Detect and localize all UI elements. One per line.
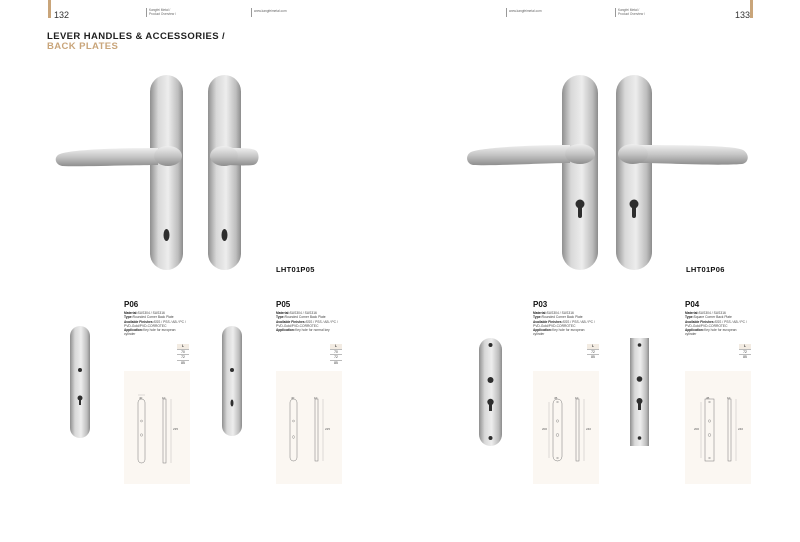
technical-drawing-p05 <box>276 371 342 484</box>
page-number-left: 132 <box>54 10 70 20</box>
dimension-label: 40 <box>139 396 143 400</box>
length-table: L 70 72 85 <box>330 344 342 365</box>
dimension-label: 225 <box>325 427 331 431</box>
header-divider <box>506 8 507 17</box>
back-plate-image-p06 <box>68 325 94 440</box>
product-specs: Material:SUS304 / SUS316 Type:Rounded Corner Back Plate Available Finishes:SSS / PSS / AB / PC / PVD-Gold/PVD-CORROTEC Application:Key hole for normal key <box>276 311 338 333</box>
dimension-label: 235 <box>173 427 179 431</box>
dimension-label: 240 <box>586 427 592 431</box>
technical-drawing-p04 <box>685 371 751 484</box>
length-table: L 72 85 <box>587 344 599 360</box>
breadcrumb-line1: Kangfei Metal / <box>149 8 171 12</box>
website-text: www.kangfeimetal.com <box>509 9 542 13</box>
header-divider <box>146 8 147 17</box>
section-subtitle: BACK PLATES <box>47 41 119 52</box>
back-plate-image-p05 <box>220 325 246 440</box>
length-table: L 70 72 85 <box>177 344 189 365</box>
dimension-label: 200 <box>542 427 548 431</box>
product-specs: Material:SUS304 / SUS316 Type:Rounded Corner Back Plate Available Finishes:SSS / PSS / AB / PC / PVD-Gold/PVD-CORROTEC Application:Key hole for european cylinder <box>124 311 186 337</box>
section-title: LEVER HANDLES & ACCESSORIES / <box>47 31 226 42</box>
product-name: P06 <box>124 300 139 309</box>
dimension-label: 10 <box>575 396 579 400</box>
set-code: LHT01P05 <box>276 265 315 274</box>
dimension-label: 10 <box>162 396 166 400</box>
breadcrumb-line2: Product Overview / <box>618 12 645 16</box>
product-name: P03 <box>533 300 548 309</box>
header-divider <box>615 8 616 17</box>
breadcrumb-line2: Product Overview / <box>149 12 176 16</box>
back-plate-image-p03 <box>476 337 506 449</box>
dimension-label: 200 <box>694 427 700 431</box>
website-text: www.kangfeimetal.com <box>254 9 287 13</box>
product-specs: Material:SUS304 / SUS316 Type:Square Corner Back Plate Available Finishes:SSS / PSS / AB / PC / PVD-Gold/PVD-CORROTEC Application:Key hole for european cylinder <box>685 311 747 337</box>
dimension-label: 240 <box>738 427 744 431</box>
back-plate-image-p04 <box>627 337 653 449</box>
dimension-label: 10 <box>314 396 318 400</box>
accent-bar-right <box>750 0 753 18</box>
handle-set-image-lht01p05 <box>50 70 260 275</box>
technical-drawing-p03 <box>533 371 599 484</box>
dimension-label: 45 <box>706 396 710 400</box>
length-table: L 72 85 <box>739 344 751 360</box>
product-specs: Material:SUS304 / SUS316 Type:Rounded Corner Back Plate Available Finishes:SSS / PSS / AB / PC / PVD-Gold/PVD-CORROTEC Application:Key hole for european cylinder <box>533 311 595 337</box>
handle-set-image-lht01p06 <box>465 70 750 275</box>
product-name: P04 <box>685 300 700 309</box>
accent-bar-left <box>48 0 51 18</box>
breadcrumb-line1: Kangfei Metal / <box>618 8 640 12</box>
technical-drawing-p06 <box>124 371 190 484</box>
header-divider <box>251 8 252 17</box>
dimension-label: 10 <box>727 396 731 400</box>
dimension-label: 45 <box>554 396 558 400</box>
page-number-right: 133 <box>735 10 751 20</box>
dimension-label: 40 <box>291 396 295 400</box>
product-name: P05 <box>276 300 291 309</box>
set-code: LHT01P06 <box>686 265 725 274</box>
